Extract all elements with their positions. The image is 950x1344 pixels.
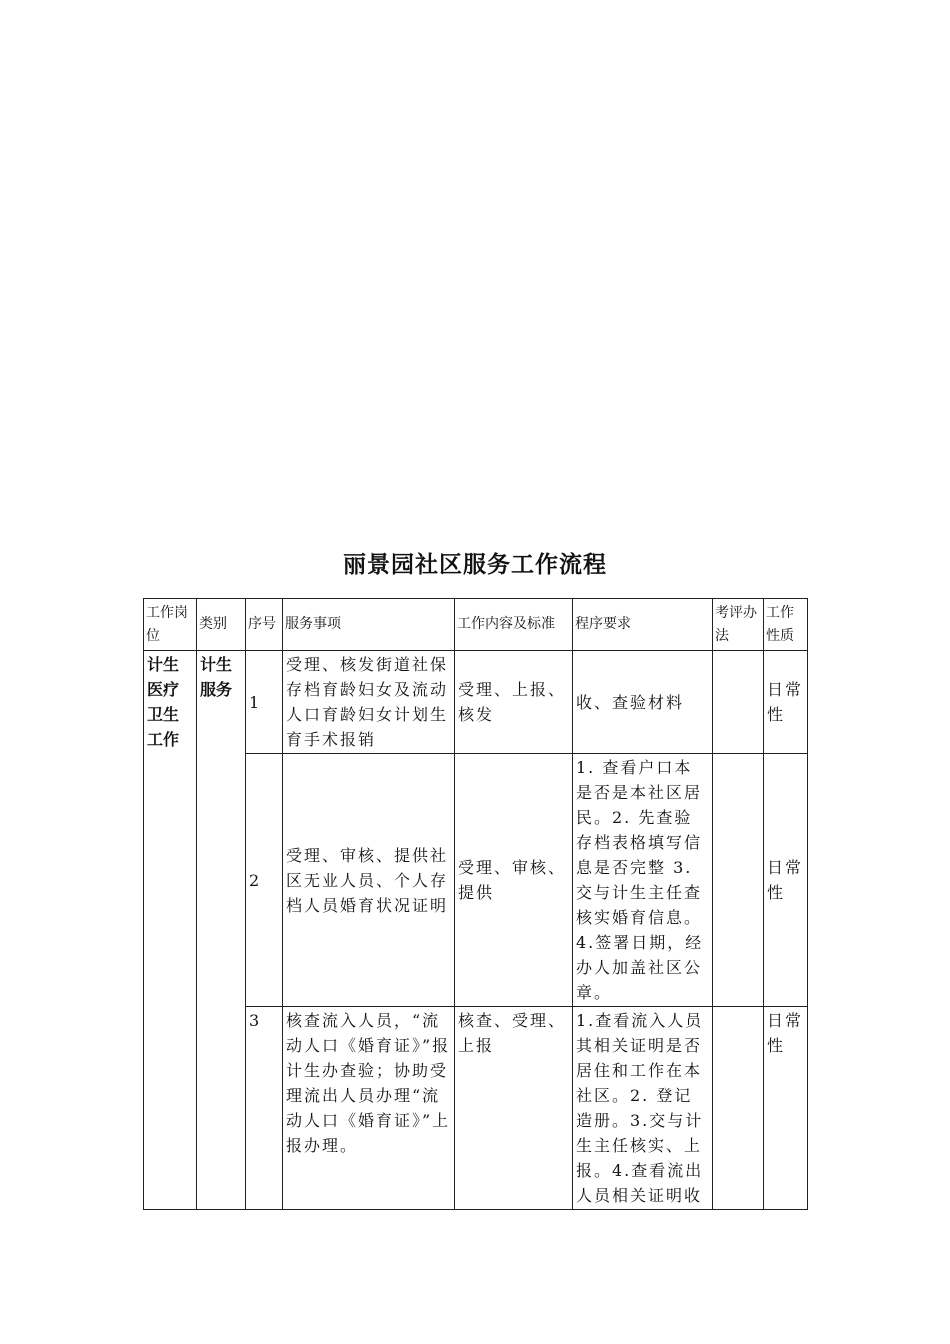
service-item-cell: 核查流入人员，“流动人口《婚育证》”报计生办查验；协助受理流出人员办理“流动人口《婚育证》”上报办理。 bbox=[283, 1007, 455, 1210]
post-cell: 计生医疗卫生工作 bbox=[144, 651, 197, 1210]
header-cell-content: 工作内容及标准 bbox=[455, 599, 573, 651]
service-item-cell: 受理、核发街道社保存档育龄妇女及流动人口育龄妇女计划生育手术报销 bbox=[283, 651, 455, 754]
header-cell-evaluation: 考评办法 bbox=[713, 599, 764, 651]
document-title: 丽景园社区服务工作流程 bbox=[343, 552, 607, 578]
header-cell-number: 序号 bbox=[246, 599, 283, 651]
content-cell: 受理、审核、提供 bbox=[455, 754, 573, 1007]
header-row bbox=[144, 599, 808, 651]
evaluation-cell bbox=[713, 1007, 764, 1210]
procedure-cell: 收、查验材料 bbox=[573, 651, 713, 754]
nature-cell: 日常性 bbox=[764, 651, 808, 754]
row-number: 2 bbox=[246, 754, 283, 1007]
nature-cell: 日常性 bbox=[764, 1007, 808, 1210]
table-row bbox=[144, 651, 808, 754]
evaluation-cell bbox=[713, 651, 764, 754]
header-cell-service-item: 服务事项 bbox=[283, 599, 455, 651]
header-cell-nature: 工作性质 bbox=[764, 599, 808, 651]
service-item-cell: 受理、审核、提供社区无业人员、个人存档人员婚育状况证明 bbox=[283, 754, 455, 1007]
row-number: 1 bbox=[246, 651, 283, 754]
category-cell: 计生服务 bbox=[197, 651, 246, 1210]
nature-cell: 日常性 bbox=[764, 754, 808, 1007]
content-cell: 核查、受理、上报 bbox=[455, 1007, 573, 1210]
procedure-cell: 1.查看流入人员其相关证明是否居住和工作在本社区。2. 登记造册。3.交与计生主任核实、上报。4.查看流出人员相关证明收 bbox=[573, 1007, 713, 1210]
header-cell-procedure: 程序要求 bbox=[573, 599, 713, 651]
header-cell-post: 工作岗位 bbox=[144, 599, 197, 651]
workflow-table bbox=[143, 598, 808, 1210]
content-cell: 受理、上报、核发 bbox=[455, 651, 573, 754]
row-number: 3 bbox=[246, 1007, 283, 1210]
evaluation-cell bbox=[713, 754, 764, 1007]
procedure-cell: 1. 查看户口本是否是本社区居民。2. 先查验存档表格填写信息是否完整 3.交与计生主任查核实婚育信息。4.签署日期，经办人加盖社区公章。 bbox=[573, 754, 713, 1007]
header-cell-category: 类别 bbox=[197, 599, 246, 651]
